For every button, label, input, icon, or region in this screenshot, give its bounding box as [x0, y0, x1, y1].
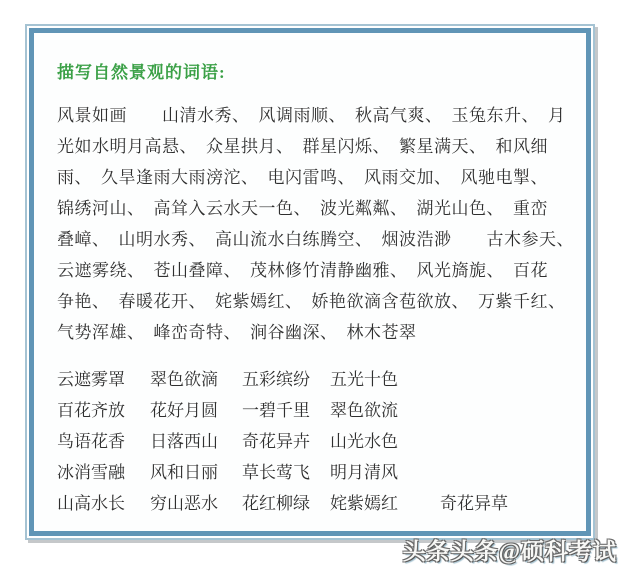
word-item: 云遮雾罩 [57, 370, 125, 389]
word-item: 山光水色 [330, 432, 398, 451]
word-item: 明月清风 [330, 463, 398, 482]
word-item: 翠色欲流 [330, 401, 398, 420]
page-title: 描写自然景观的词语: [57, 63, 226, 82]
word-item: 一碧千里 [242, 401, 310, 420]
word-item: 奇花异草 [440, 494, 508, 513]
word-item: 百花齐放 [57, 401, 125, 420]
word-item: 山高水长 [57, 494, 125, 513]
word-item: 日落西山 [150, 432, 218, 451]
paragraph-line: 争艳、 春暖花开、 姹紫嫣红、 娇艳欲滴含苞欲放、 万紫千红、 [57, 292, 566, 311]
word-item: 奇花异卉 [242, 432, 310, 451]
word-item: 五彩缤纷 [242, 370, 310, 389]
word-item: 草长莺飞 [242, 463, 310, 482]
grid-row [57, 364, 592, 395]
paragraph-line: 叠嶂、 山明水秀、 高山流水白练腾空、 烟波浩渺 古木参天、 [57, 230, 574, 249]
grid-row [57, 426, 592, 457]
paragraph-line: 锦绣河山、 高耸入云水天一色、 波光粼粼、 湖光山色、 重峦 [57, 199, 548, 218]
grid-row [57, 457, 592, 488]
word-item: 花红柳绿 [242, 494, 310, 513]
paragraph-line: 雨、 久旱逢雨大雨滂沱、 电闪雷鸣、 风雨交加、 风驰电掣、 [57, 168, 548, 187]
word-item: 鸟语花香 [57, 432, 125, 451]
word-item: 风和日丽 [150, 463, 218, 482]
word-item: 翠色欲滴 [150, 370, 218, 389]
toutiao-watermark: 头条头条@硕科考试 [402, 539, 617, 564]
word-item: 五光十色 [330, 370, 398, 389]
paragraph-line: 光如水明月高悬、 众星拱月、 群星闪烁、 繁星满天、 和风细 [57, 137, 548, 156]
idiom-paragraph [57, 100, 592, 348]
paragraph-line: 风景如画 山清水秀、 风调雨顺、 秋高气爽、 玉兔东升、 月 [57, 106, 566, 125]
paragraph-line: 气势浑雄、 峰峦奇特、 涧谷幽深、 林木苍翠 [57, 323, 417, 342]
paragraph-line: 云遮雾绕、 苍山叠障、 茂林修竹清静幽雅、 风光旖旎、 百花 [57, 261, 548, 280]
word-item: 花好月圆 [150, 401, 218, 420]
word-item: 姹紫嫣红 [330, 494, 398, 513]
word-item: 穷山恶水 [150, 494, 218, 513]
grid-row [57, 488, 592, 519]
word-item: 冰消雪融 [57, 463, 125, 482]
idiom-grid [57, 364, 592, 519]
grid-row [57, 395, 592, 426]
